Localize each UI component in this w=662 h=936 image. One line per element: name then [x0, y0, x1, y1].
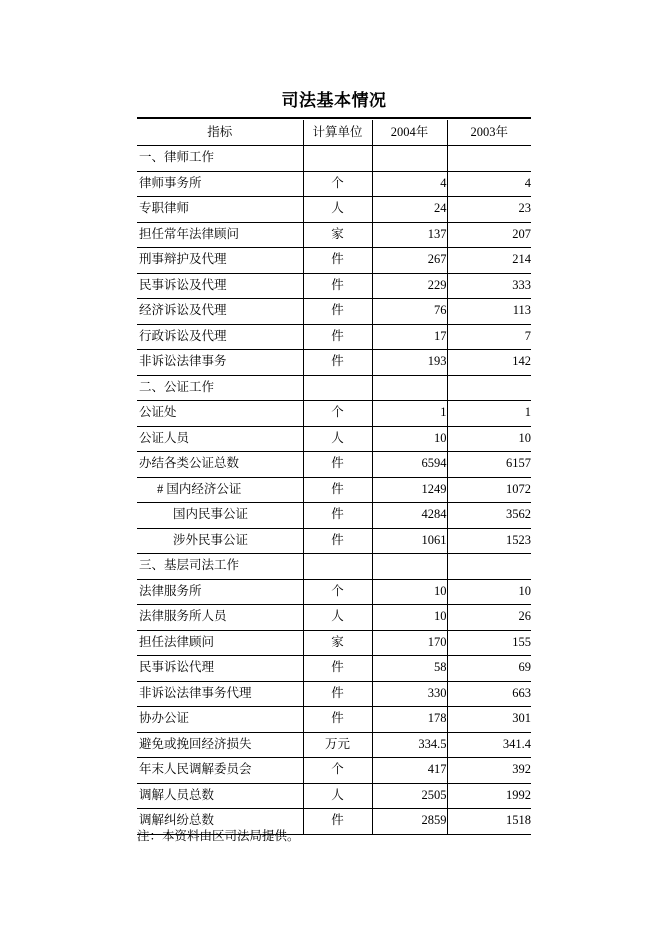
table-row [137, 273, 531, 299]
cell-value-2003: 392 [447, 758, 531, 784]
cell-value-2003: 301 [447, 707, 531, 733]
cell-value-2003: 341.4 [447, 732, 531, 758]
cell-unit: 人 [303, 197, 372, 223]
table-row [137, 426, 531, 452]
cell-indicator: 二、公证工作 [137, 375, 303, 401]
table-row [137, 630, 531, 656]
footnote: 注：本资料由区司法局提供。 [137, 829, 300, 843]
cell-unit [303, 146, 372, 172]
cell-unit: 件 [303, 324, 372, 350]
cell-indicator: 公证人员 [137, 426, 303, 452]
cell-value-2004: 417 [372, 758, 447, 784]
cell-value-2004: 193 [372, 350, 447, 376]
cell-indicator: 涉外民事公证 [137, 528, 303, 554]
cell-value-2003 [447, 375, 531, 401]
cell-value-2004: 17 [372, 324, 447, 350]
cell-value-2004: 1 [372, 401, 447, 427]
cell-indicator: 三、基层司法工作 [137, 554, 303, 580]
table-row [137, 222, 531, 248]
table-row [137, 579, 531, 605]
cell-value-2003 [447, 554, 531, 580]
cell-unit: 件 [303, 503, 372, 529]
cell-unit: 件 [303, 248, 372, 274]
table-row [137, 146, 531, 172]
table-row [137, 758, 531, 784]
cell-value-2003: 23 [447, 197, 531, 223]
cell-indicator: 非诉讼法律事务 [137, 350, 303, 376]
cell-value-2003: 1523 [447, 528, 531, 554]
cell-indicator: 国内民事公证 [137, 503, 303, 529]
cell-unit: 个 [303, 579, 372, 605]
cell-indicator: 法律服务所人员 [137, 605, 303, 631]
table-row [137, 248, 531, 274]
table-row [137, 401, 531, 427]
cell-value-2003: 1 [447, 401, 531, 427]
cell-value-2004: 334.5 [372, 732, 447, 758]
table-row [137, 197, 531, 223]
statistics-table-container [137, 120, 531, 835]
cell-unit: 件 [303, 656, 372, 682]
cell-value-2003: 214 [447, 248, 531, 274]
cell-unit: 个 [303, 171, 372, 197]
cell-indicator: 律师事务所 [137, 171, 303, 197]
cell-indicator: 避免或挽回经济损失 [137, 732, 303, 758]
table-row [137, 528, 531, 554]
cell-value-2004: 58 [372, 656, 447, 682]
cell-unit: 件 [303, 809, 372, 835]
table-row [137, 656, 531, 682]
cell-indicator: # 国内经济公证 [137, 477, 303, 503]
cell-value-2004: 137 [372, 222, 447, 248]
table-row [137, 299, 531, 325]
cell-indicator: 民事诉讼代理 [137, 656, 303, 682]
table-row [137, 452, 531, 478]
cell-value-2004: 4 [372, 171, 447, 197]
table-row [137, 350, 531, 376]
cell-unit: 件 [303, 452, 372, 478]
cell-value-2004: 267 [372, 248, 447, 274]
table-row [137, 707, 531, 733]
cell-unit: 万元 [303, 732, 372, 758]
cell-indicator: 调解纠纷总数 [137, 809, 303, 835]
cell-indicator: 协办公证 [137, 707, 303, 733]
cell-unit: 件 [303, 273, 372, 299]
cell-value-2003: 1992 [447, 783, 531, 809]
cell-indicator: 非诉讼法律事务代理 [137, 681, 303, 707]
column-header-year-2004: 2004年 [372, 120, 447, 146]
page-title: 司法基本情况 [281, 91, 387, 111]
cell-unit: 人 [303, 783, 372, 809]
cell-value-2004: 330 [372, 681, 447, 707]
cell-value-2004: 2505 [372, 783, 447, 809]
cell-value-2004: 10 [372, 426, 447, 452]
cell-value-2003: 26 [447, 605, 531, 631]
cell-value-2003: 333 [447, 273, 531, 299]
cell-unit [303, 554, 372, 580]
table-row [137, 477, 531, 503]
cell-value-2003: 663 [447, 681, 531, 707]
cell-indicator: 行政诉讼及代理 [137, 324, 303, 350]
cell-value-2004 [372, 554, 447, 580]
cell-value-2004: 170 [372, 630, 447, 656]
table-row [137, 681, 531, 707]
cell-unit: 个 [303, 758, 372, 784]
cell-indicator: 担任法律顾问 [137, 630, 303, 656]
cell-value-2004: 10 [372, 579, 447, 605]
column-header-indicator: 指标 [137, 120, 303, 146]
column-header-year-2003: 2003年 [447, 120, 531, 146]
cell-value-2004: 1061 [372, 528, 447, 554]
cell-value-2003: 155 [447, 630, 531, 656]
table-row [137, 375, 531, 401]
cell-unit: 家 [303, 630, 372, 656]
cell-value-2003: 142 [447, 350, 531, 376]
cell-value-2004: 10 [372, 605, 447, 631]
statistics-table [137, 120, 531, 835]
cell-indicator: 调解人员总数 [137, 783, 303, 809]
cell-value-2003: 6157 [447, 452, 531, 478]
cell-unit: 件 [303, 299, 372, 325]
cell-indicator: 公证处 [137, 401, 303, 427]
cell-value-2004: 4284 [372, 503, 447, 529]
cell-unit: 件 [303, 477, 372, 503]
cell-indicator: 办结各类公证总数 [137, 452, 303, 478]
table-header-row [137, 120, 531, 146]
cell-unit: 件 [303, 707, 372, 733]
cell-unit: 人 [303, 605, 372, 631]
cell-indicator: 担任常年法律顾问 [137, 222, 303, 248]
table-row [137, 503, 531, 529]
table-header [137, 120, 531, 146]
cell-value-2003 [447, 146, 531, 172]
cell-unit [303, 375, 372, 401]
table-row [137, 171, 531, 197]
cell-value-2003: 1072 [447, 477, 531, 503]
cell-value-2004 [372, 146, 447, 172]
table-row [137, 732, 531, 758]
cell-value-2003: 207 [447, 222, 531, 248]
cell-value-2003: 10 [447, 579, 531, 605]
cell-indicator: 专职律师 [137, 197, 303, 223]
cell-value-2004: 178 [372, 707, 447, 733]
table-row [137, 554, 531, 580]
column-header-unit: 计算单位 [303, 120, 372, 146]
cell-value-2004: 2859 [372, 809, 447, 835]
cell-value-2004 [372, 375, 447, 401]
table-row [137, 783, 531, 809]
cell-value-2003: 69 [447, 656, 531, 682]
cell-unit: 家 [303, 222, 372, 248]
table-row [137, 324, 531, 350]
cell-value-2003: 3562 [447, 503, 531, 529]
cell-indicator: 民事诉讼及代理 [137, 273, 303, 299]
cell-value-2004: 24 [372, 197, 447, 223]
cell-value-2004: 76 [372, 299, 447, 325]
cell-unit: 人 [303, 426, 372, 452]
cell-indicator: 年末人民调解委员会 [137, 758, 303, 784]
cell-value-2003: 7 [447, 324, 531, 350]
table-body [137, 146, 531, 835]
cell-value-2004: 1249 [372, 477, 447, 503]
cell-unit: 件 [303, 350, 372, 376]
cell-value-2003: 1518 [447, 809, 531, 835]
cell-indicator: 法律服务所 [137, 579, 303, 605]
cell-value-2004: 229 [372, 273, 447, 299]
cell-value-2003: 10 [447, 426, 531, 452]
cell-value-2003: 4 [447, 171, 531, 197]
cell-indicator: 刑事辩护及代理 [137, 248, 303, 274]
cell-indicator: 一、律师工作 [137, 146, 303, 172]
table-row [137, 605, 531, 631]
cell-value-2003: 113 [447, 299, 531, 325]
cell-unit: 件 [303, 681, 372, 707]
cell-unit: 件 [303, 528, 372, 554]
cell-unit: 个 [303, 401, 372, 427]
cell-value-2004: 6594 [372, 452, 447, 478]
table-top-rule [137, 117, 531, 119]
cell-indicator: 经济诉讼及代理 [137, 299, 303, 325]
